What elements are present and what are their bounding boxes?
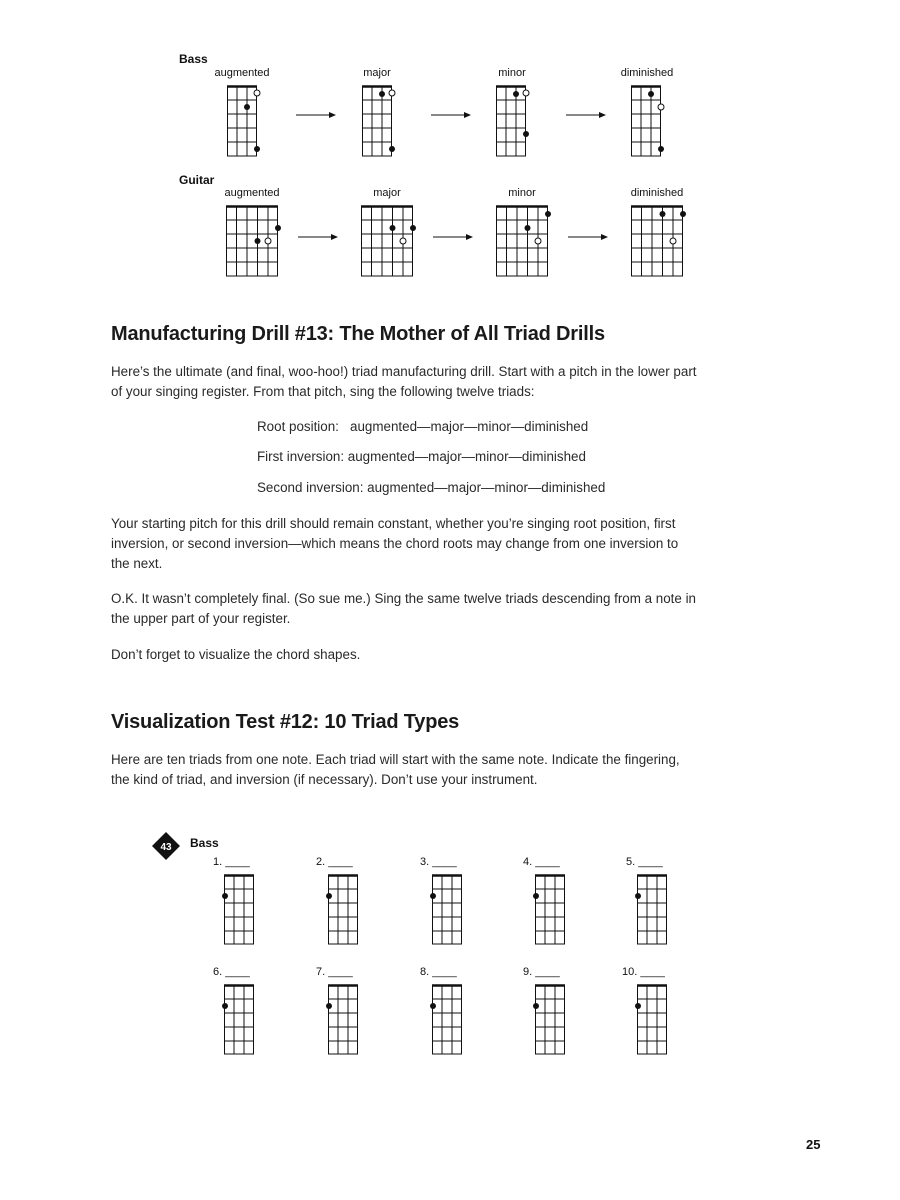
question-label: 1. ____ <box>213 856 250 868</box>
guitar-label: Guitar <box>179 173 215 187</box>
guitar-chord-name-minor: minor <box>508 187 536 199</box>
question-9-diagram <box>535 985 569 1057</box>
arrow-icon <box>431 110 471 120</box>
track-badge-icon <box>151 831 181 861</box>
bass-minor-diagram <box>496 86 530 158</box>
bass-chord-name-augmented: augmented <box>214 67 270 79</box>
test12-intro-line: the kind of triad, and inversion (if necessary). Don’t use your instrument. <box>111 772 538 787</box>
question-8-diagram <box>432 985 466 1057</box>
question-label: 7. ____ <box>316 966 353 978</box>
drill13-para2-line: Your starting pitch for this drill should remain constant, whether you’re singing root position, first <box>111 516 676 531</box>
inversion-second: Second inversion: augmented—major—minor—diminished <box>257 480 606 495</box>
question-2-diagram <box>328 875 362 947</box>
guitar-augmented-diagram <box>226 206 282 278</box>
drill13-paragraph-3 <box>111 589 791 629</box>
inversion-root: Root position: augmented—major—minor—diminished <box>257 419 589 434</box>
drill13-intro-line: of your singing register. From that pitch, sing the following twelve triads: <box>111 384 535 399</box>
drill13-intro-line: Here’s the ultimate (and final, woo-hoo!) triad manufacturing drill. Start with a pitch in the lower part <box>111 364 697 379</box>
bass-chord-name-diminished: diminished <box>620 67 674 79</box>
question-5-diagram <box>637 875 671 947</box>
arrow-icon <box>298 232 338 242</box>
question-4-diagram <box>535 875 569 947</box>
bass-chord-name-minor: minor <box>498 67 526 79</box>
question-label: 4. ____ <box>523 856 560 868</box>
track-number: 43 <box>160 842 172 853</box>
guitar-minor-diagram <box>496 206 552 278</box>
arrow-icon <box>433 232 473 242</box>
guitar-major-diagram <box>361 206 417 278</box>
question-7-diagram <box>328 985 362 1057</box>
test12-intro-line: Here are ten triads from one note. Each triad will start with the same note. Indicate the fingering, <box>111 752 680 767</box>
drill13-paragraph-4: Don’t forget to visualize the chord shapes. <box>111 647 361 662</box>
arrow-icon <box>566 110 606 120</box>
guitar-chord-name-augmented: augmented <box>224 187 280 199</box>
bass-label: Bass <box>179 52 208 66</box>
bass-chord-name-major: major <box>363 67 391 79</box>
arrow-icon <box>296 110 336 120</box>
question-label: 6. ____ <box>213 966 250 978</box>
inversion-first: First inversion: augmented—major—minor—diminished <box>257 449 586 464</box>
drill13-paragraph-2 <box>111 514 791 574</box>
test12-intro <box>111 750 791 790</box>
question-6-diagram <box>224 985 258 1057</box>
drill13-para3-line: the upper part of your register. <box>111 611 291 626</box>
guitar-diminished-diagram <box>631 206 687 278</box>
bass-diminished-diagram <box>631 86 665 158</box>
question-10-diagram <box>637 985 671 1057</box>
question-1-diagram <box>224 875 258 947</box>
arrow-icon <box>568 232 608 242</box>
drill13-para3-line: O.K. It wasn’t completely final. (So sue me.) Sing the same twelve triads descending from a note in <box>111 591 696 606</box>
test12-bass-label: Bass <box>190 836 219 850</box>
bass-augmented-diagram <box>227 86 261 158</box>
question-label: 2. ____ <box>316 856 353 868</box>
guitar-chord-name-major: major <box>373 187 401 199</box>
drill13-para2-line: the next. <box>111 556 163 571</box>
drill13-para2-line: inversion, or second inversion—which means the chord roots may change from one inversion to <box>111 536 679 551</box>
question-label: 8. ____ <box>420 966 457 978</box>
question-label: 9. ____ <box>523 966 560 978</box>
question-label: 3. ____ <box>420 856 457 868</box>
question-label: 5. ____ <box>626 856 663 868</box>
question-label: 10. ____ <box>622 966 665 978</box>
bass-major-diagram <box>362 86 396 158</box>
guitar-chord-name-diminished: diminished <box>630 187 684 199</box>
question-3-diagram <box>432 875 466 947</box>
page-number: 25 <box>806 1137 821 1152</box>
drill13-intro <box>111 362 791 402</box>
test12-heading: Visualization Test #12: 10 Triad Types <box>111 711 460 733</box>
drill13-heading: Manufacturing Drill #13: The Mother of All Triad Drills <box>111 323 605 345</box>
